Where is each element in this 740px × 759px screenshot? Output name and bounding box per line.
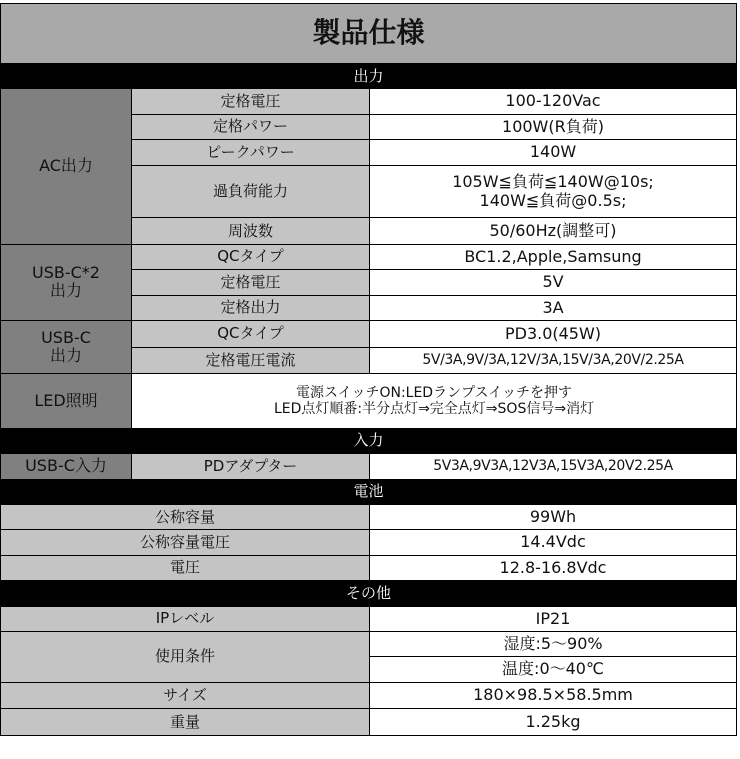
category-usb-c2-output [1, 244, 132, 320]
overload-line-1: 105W≦負荷≦140W@10s; [452, 172, 654, 192]
row-label: 公称容量電圧 [1, 530, 370, 555]
table-row [1, 555, 737, 580]
row-label: 定格電圧電流 [132, 347, 370, 373]
table-row [1, 244, 737, 269]
table-row [1, 373, 737, 428]
row-value: 12.8-16.8Vdc [370, 555, 737, 580]
overload-line-2: 140W≦負荷@0.5s; [479, 190, 627, 210]
row-label: ピークパワー [132, 140, 370, 165]
row-value: 50/60Hz(調整可) [370, 218, 737, 244]
row-label: QCタイプ [132, 321, 370, 347]
row-value: BC1.2,Apple,Samsung [370, 244, 737, 269]
section-header-output: 出力 [1, 63, 737, 88]
row-label: PDアダプター [132, 454, 370, 479]
table-row [1, 606, 737, 631]
row-label: 周波数 [132, 218, 370, 244]
row-value: IP21 [370, 606, 737, 631]
row-value: 1.25kg [370, 709, 737, 736]
row-value: 3A [370, 295, 737, 320]
output-header-row [1, 63, 737, 88]
row-value: 14.4Vdc [370, 530, 737, 555]
table-row [1, 682, 737, 708]
row-value-temperature: 温度:0〜40℃ [370, 657, 737, 682]
led-description [132, 373, 737, 428]
row-value: 100-120Vac [370, 89, 737, 114]
table-row [1, 505, 737, 530]
title-row [1, 4, 737, 64]
other-header-row [1, 581, 737, 606]
spec-table [0, 3, 737, 736]
row-value: 5V [370, 270, 737, 295]
row-label: サイズ [1, 682, 370, 708]
battery-header-row [1, 479, 737, 504]
table-row [1, 632, 737, 657]
table-row [1, 454, 737, 479]
input-header-row [1, 428, 737, 453]
category-line-1: USB-C*2 [32, 263, 100, 283]
row-label: 定格パワー [132, 114, 370, 139]
table-row [1, 709, 737, 736]
page-title: 製品仕様 [1, 4, 737, 64]
section-header-input: 入力 [1, 428, 737, 453]
row-value: 99Wh [370, 505, 737, 530]
table-row [1, 89, 737, 114]
row-label: 公称容量 [1, 505, 370, 530]
row-label: 使用条件 [1, 632, 370, 683]
category-line-2: 出力 [49, 346, 82, 366]
row-label: 定格電圧 [132, 270, 370, 295]
category-ac-output: AC出力 [1, 89, 132, 245]
row-value-humidity: 湿度:5〜90% [370, 632, 737, 657]
table-row [1, 530, 737, 555]
row-label: QCタイプ [132, 244, 370, 269]
led-line-1: 電源スイッチON:LEDランプスイッチを押す [296, 384, 572, 401]
section-header-other: その他 [1, 581, 737, 606]
category-usb-c-output [1, 321, 132, 374]
row-label: 過負荷能力 [132, 165, 370, 218]
row-value: 100W(R負荷) [370, 114, 737, 139]
row-label: IPレベル [1, 606, 370, 631]
section-header-battery: 電池 [1, 479, 737, 504]
category-line-1: USB-C [41, 327, 91, 347]
row-value: 5V3A,9V3A,12V3A,15V3A,20V2.25A [370, 454, 737, 479]
row-label: 定格出力 [132, 295, 370, 320]
category-led-light: LED照明 [1, 373, 132, 428]
category-usb-c-input: USB-C入力 [1, 454, 132, 479]
row-value: PD3.0(45W) [370, 321, 737, 347]
row-value: 5V/3A,9V/3A,12V/3A,15V/3A,20V/2.25A [370, 347, 737, 373]
row-label: 重量 [1, 709, 370, 736]
table-row [1, 321, 737, 347]
row-value: 180×98.5×58.5mm [370, 682, 737, 708]
row-value [370, 165, 737, 218]
row-label: 定格電圧 [132, 89, 370, 114]
row-value: 140W [370, 140, 737, 165]
led-line-2: LED点灯順番:半分点灯⇒完全点灯⇒SOS信号⇒消灯 [273, 400, 595, 417]
category-line-2: 出力 [49, 281, 82, 301]
row-label: 電圧 [1, 555, 370, 580]
